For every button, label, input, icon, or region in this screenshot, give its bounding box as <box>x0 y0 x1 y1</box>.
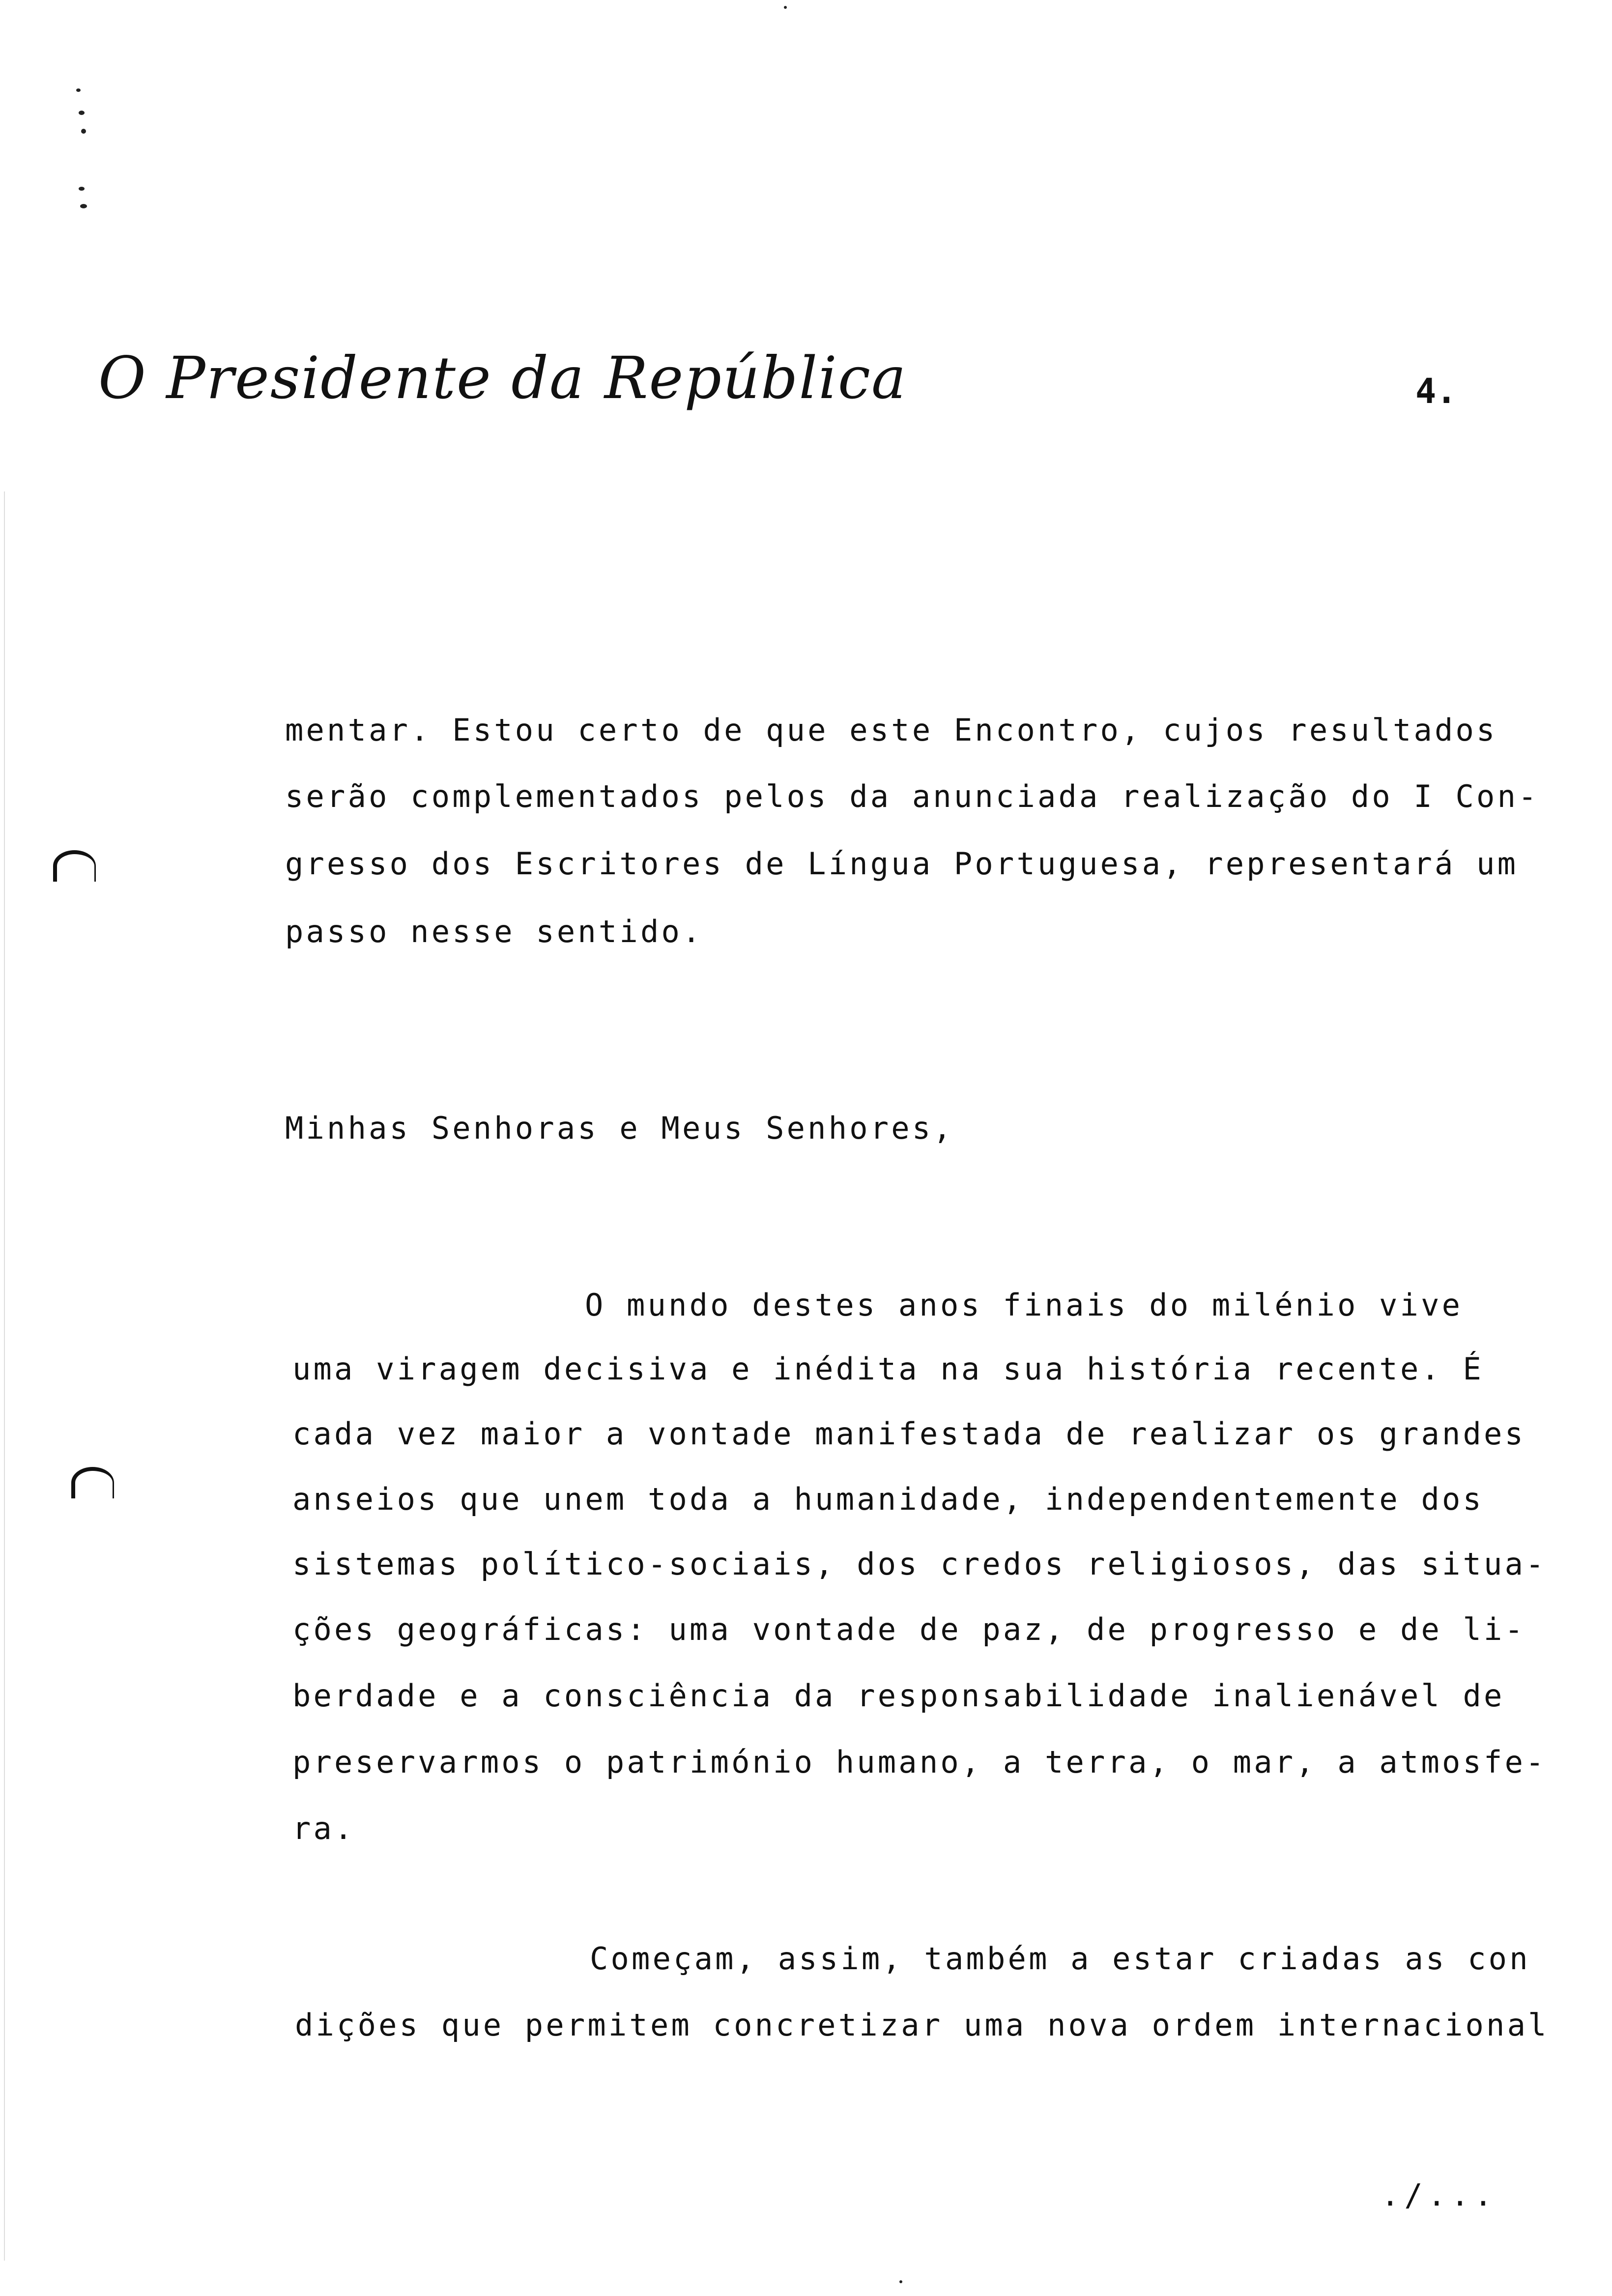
text-line: serão complementados pelos da anunciada realização do I Con- <box>285 778 1539 814</box>
scan-edge-line <box>4 491 5 2261</box>
page-number: 4. <box>1415 371 1457 411</box>
text-line: berdade e a consciência da responsabilidade inalienável de <box>292 1678 1505 1714</box>
text-line: dições que permitem concretizar uma nova ordem internacional <box>295 2007 1549 2043</box>
scan-speck <box>899 2280 902 2283</box>
text-line: sistemas político-sociais, dos credos religiosos, das situa- <box>292 1546 1547 1582</box>
text-line: ções geográficas: uma vontade de paz, de progresso e de li- <box>292 1611 1526 1647</box>
scan-speck <box>76 88 81 92</box>
text-line: O mundo destes anos finais do milénio vive <box>585 1287 1463 1323</box>
text-line: Começam, assim, também a estar criadas as con <box>590 1941 1530 1977</box>
binder-hole-mark <box>53 850 96 882</box>
text-line: gresso dos Escritores de Língua Portuguesa, representará um <box>285 846 1519 882</box>
binder-hole-mark <box>71 1467 114 1498</box>
text-line: cada vez maior a vontade manifestada de realizar os grandes <box>292 1416 1526 1452</box>
text-line: uma viragem decisiva e inédita na sua história recente. É <box>292 1351 1484 1387</box>
scan-speck <box>81 129 86 134</box>
text-line: passo nesse sentido. <box>285 914 703 949</box>
continuation-marker: ./... <box>1381 2177 1497 2213</box>
text-line: ra. <box>292 1810 355 1846</box>
scan-speck <box>79 111 85 115</box>
scan-speck <box>79 187 85 191</box>
letterhead-title: O Presidente da República <box>98 344 907 412</box>
text-line: preservarmos o património humano, a terra, o mar, a atmosfe- <box>292 1744 1547 1780</box>
text-line: anseios que unem toda a humanidade, independentemente dos <box>292 1481 1484 1517</box>
text-line: mentar. Estou certo de que este Encontro, cujos resultados <box>285 712 1497 748</box>
salutation: Minhas Senhoras e Meus Senhores, <box>285 1110 954 1146</box>
scan-speck <box>80 204 87 208</box>
scan-speck <box>784 6 787 9</box>
